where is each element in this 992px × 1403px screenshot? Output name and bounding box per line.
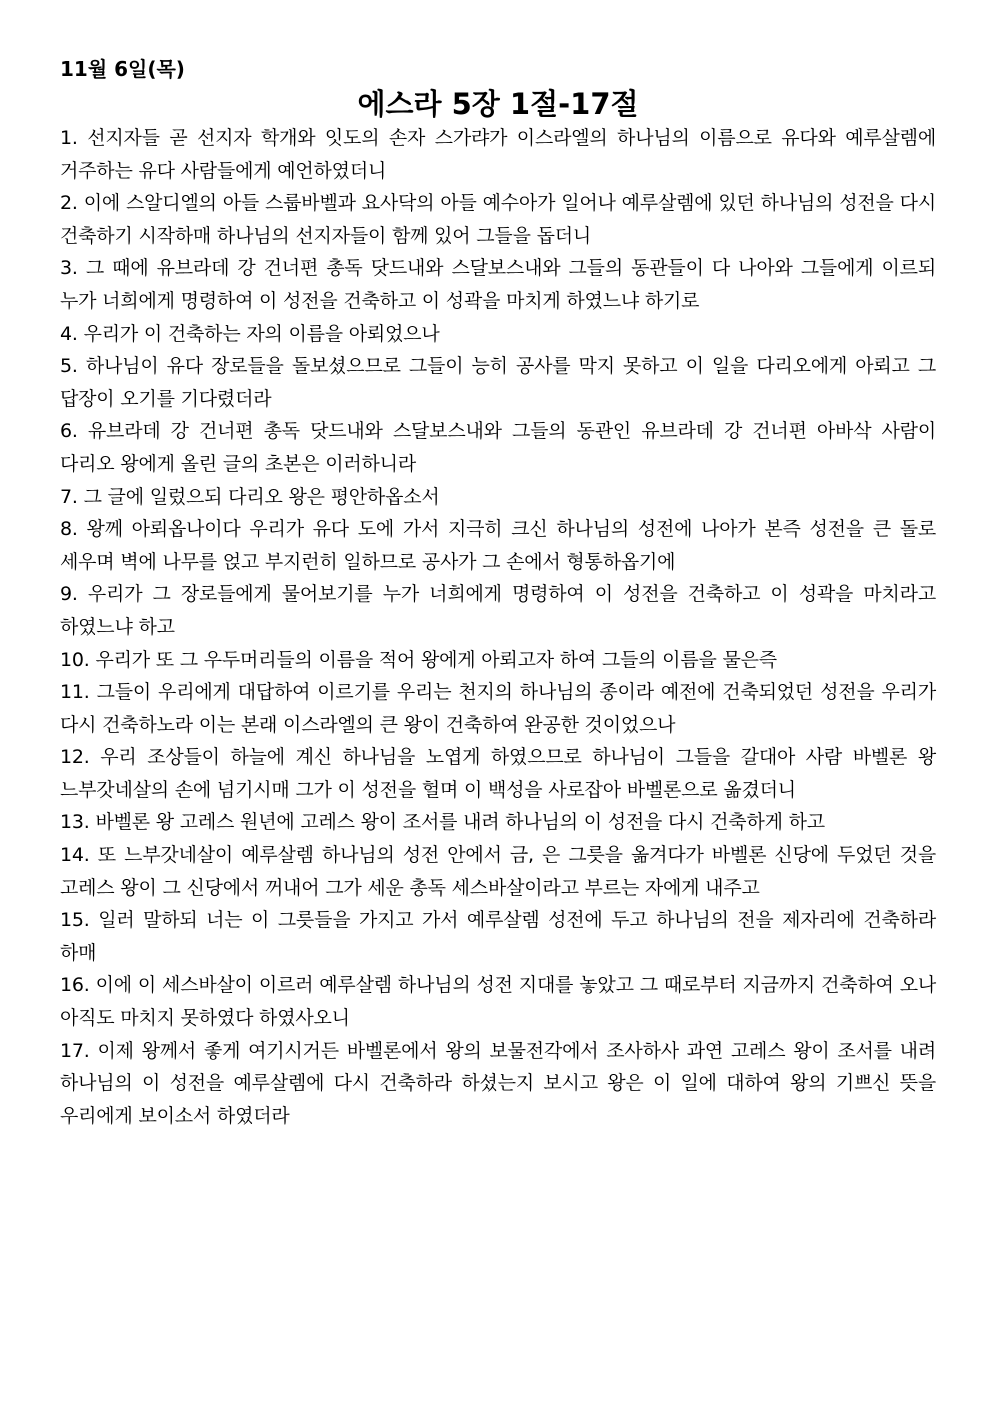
verse-3: 3. 그 때에 유브라데 강 건너편 총독 닷드내와 스달보스내와 그들의 동관들이 다 나아와 그들에게 이르되 누가 너희에게 명령하여 이 성전을 건축하고 이 성곽을 마치게 하였느냐 하기로 [60,257,936,312]
verse-10: 10. 우리가 또 그 우두머리들의 이름을 적어 왕에게 아뢰고자 하여 그들의 이름을 물은즉 [60,648,777,671]
verse-1: 1. 선지자들 곧 선지자 학개와 잇도의 손자 스가랴가 이스라엘의 하나님의 이름으로 유다와 예루살렘에 거주하는 유다 사람들에게 예언하였더니 [60,127,936,182]
document-page [60,56,936,1132]
verse-8: 8. 왕께 아뢰옵나이다 우리가 유다 도에 가서 지극히 크신 하나님의 성전에 나아가 본즉 성전을 큰 돌로 세우며 벽에 나무를 얹고 부지런히 일하므로 공사가 그 손에서 형통하옵기에 [60,518,936,573]
verse-17: 17. 이제 왕께서 좋게 여기시거든 바벨론에서 왕의 보물전각에서 조사하사 과연 고레스 왕이 조서를 내려 하나님의 이 성전을 예루살렘에 다시 건축하라 하셨는지 보시고 왕은 이 일에 대하여 왕의 기쁘신 뜻을 우리에게 보이소서 하였더라 [60,1039,936,1127]
verse-16: 16. 이에 이 세스바살이 이르러 예루살렘 하나님의 성전 지대를 놓았고 그 때로부터 지금까지 건축하여 오나 아직도 마치지 못하였다 하였사오니 [60,974,936,1030]
verse-list [60,122,936,1132]
document-date: 11월 6일(목) [60,57,185,81]
verse-15: 15. 일러 말하되 너는 이 그릇들을 가지고 가서 예루살렘 성전에 두고 하나님의 전을 제자리에 건축하라 하매 [60,909,936,964]
verse-13: 13. 바벨론 왕 고레스 원년에 고레스 왕이 조서를 내려 하나님의 이 성전을 다시 건축하게 하고 [60,811,825,834]
verse-6: 6. 유브라데 강 건너편 총독 닷드내와 스달보스내와 그들의 동관인 유브라데 강 건너편 아바삭 사람이 다리오 왕에게 올린 글의 초본은 이러하니라 [60,420,936,475]
verse-12: 12. 우리 조상들이 하늘에 계신 하나님을 노엽게 하였으므로 하나님이 그들을 갈대아 사람 바벨론 왕 느부갓네살의 손에 넘기시매 그가 이 성전을 헐며 이 백성을 사로잡아 바벨론으로 옮겼더니 [60,746,936,801]
verse-14: 14. 또 느부갓네살이 예루살렘 하나님의 성전 안에서 금, 은 그릇을 옮겨다가 바벨론 신당에 두었던 것을 고레스 왕이 그 신당에서 꺼내어 그가 세운 총독 세스바살이라고 부르는 자에게 내주고 [60,844,936,899]
verse-7: 7. 그 글에 일렀으되 다리오 왕은 평안하옵소서 [60,485,440,508]
verse-11: 11. 그들이 우리에게 대답하여 이르기를 우리는 천지의 하나님의 종이라 예전에 건축되었던 성전을 우리가 다시 건축하노라 이는 본래 이스라엘의 큰 왕이 건축하여 완공한 것이었으나 [60,681,936,736]
verse-4: 4. 우리가 이 건축하는 자의 이름을 아뢰었으나 [60,322,440,345]
verse-2: 2. 이에 스알디엘의 아들 스룹바벨과 요사닥의 아들 예수아가 일어나 예루살렘에 있던 하나님의 성전을 다시 건축하기 시작하매 하나님의 선지자들이 함께 있어 그들을 돕더니 [60,192,936,247]
document-title: 에스라 5장 1절-17절 [357,87,639,121]
verse-9: 9. 우리가 그 장로들에게 물어보기를 누가 너희에게 명령하여 이 성전을 건축하고 이 성곽을 마치라고 하였느냐 하고 [60,583,936,638]
verse-5: 5. 하나님이 유다 장로들을 돌보셨으므로 그들이 능히 공사를 막지 못하고 이 일을 다리오에게 아뢰고 그 답장이 오기를 기다렸더라 [60,355,936,410]
